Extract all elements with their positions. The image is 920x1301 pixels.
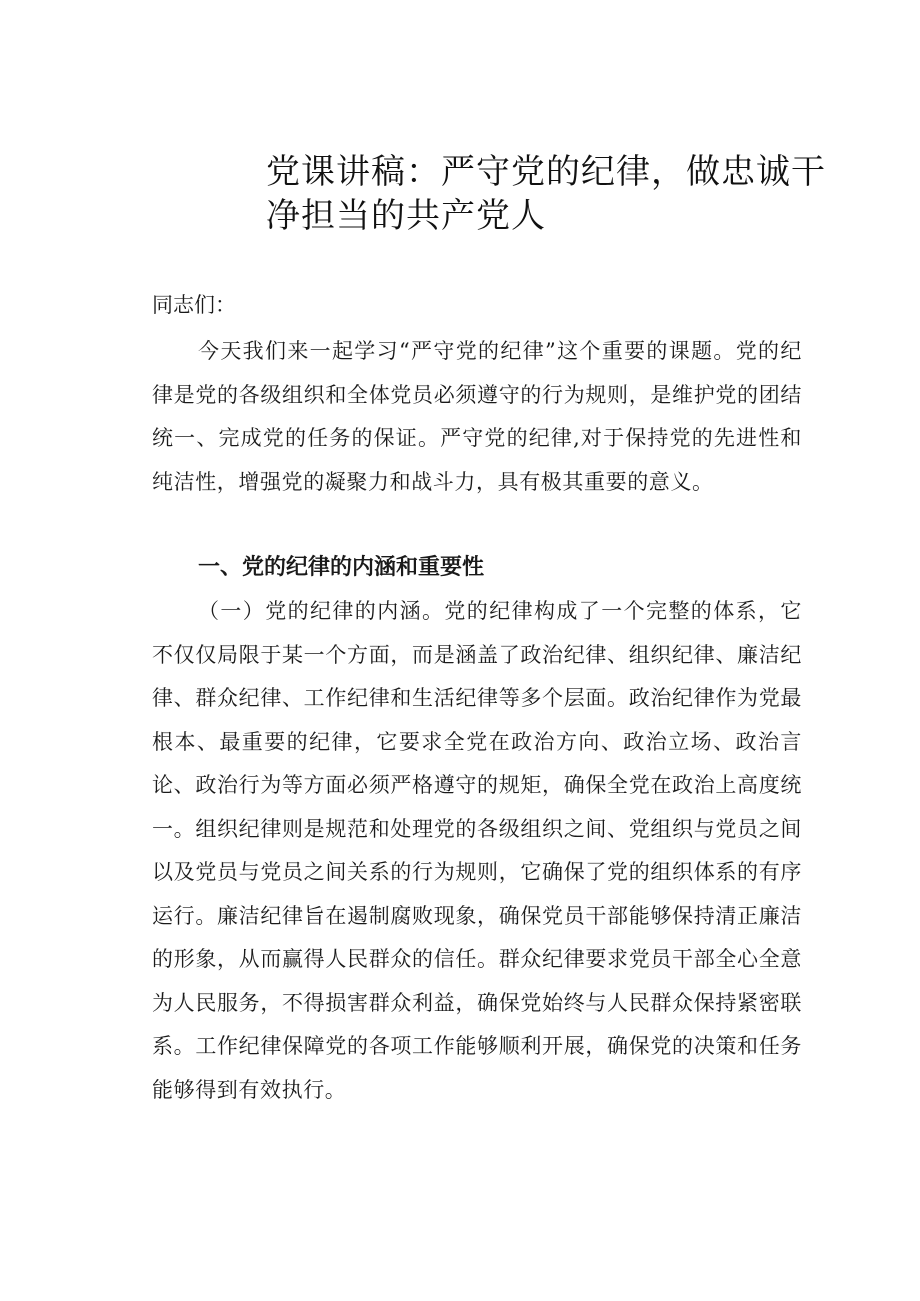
document-title: 党课讲稿：严守党的纪律，做忠诚干净担当的共产党人 [266, 152, 826, 236]
intro-paragraph: 今天我们来一起学习“严守党的纪律”这个重要的课题。党的纪律是党的各级组织和全体党员必须遵守的行为规则，是维护党的团结统一、完成党的任务的保证。严守党的纪律,对于保持党的先进性和纯洁性，增强党的凝聚力和战斗力，具有极其重要的意义。 [152, 339, 802, 494]
body-paragraph: （一）党的纪律的内涵。党的纪律构成了一个完整的体系，它不仅仅局限于某一个方面，而是涵盖了政治纪律、组织纪律、廉洁纪律、群众纪律、工作纪律和生活纪律等多个层面。政治纪律作为党最根本、最重要的纪律，它要求全党在政治方向、政治立场、政治言论、政治行为等方面必须严格遵守的规矩，确保全党在政治上高度统一。组织纪律则是规范和处理党的各级组织之间、党组织与党员之间以及党员与党员之间关系的行为规则，它确保了党的组织体系的有序运行。廉洁纪律旨在遏制腐败现象，确保党员干部能够保持清正廉洁的形象，从而赢得人民群众的信任。群众纪律要求党员干部全心全意为人民服务，不得损害群众利益，确保党始终与人民群众保持紧密联系。工作纪律保障党的各项工作能够顺利开展，确保党的决策和任务能够得到有效执行。 [152, 599, 802, 1102]
section-heading: 一、党的纪律的内涵和重要性 [198, 555, 485, 580]
salutation: 同志们： [152, 293, 236, 317]
